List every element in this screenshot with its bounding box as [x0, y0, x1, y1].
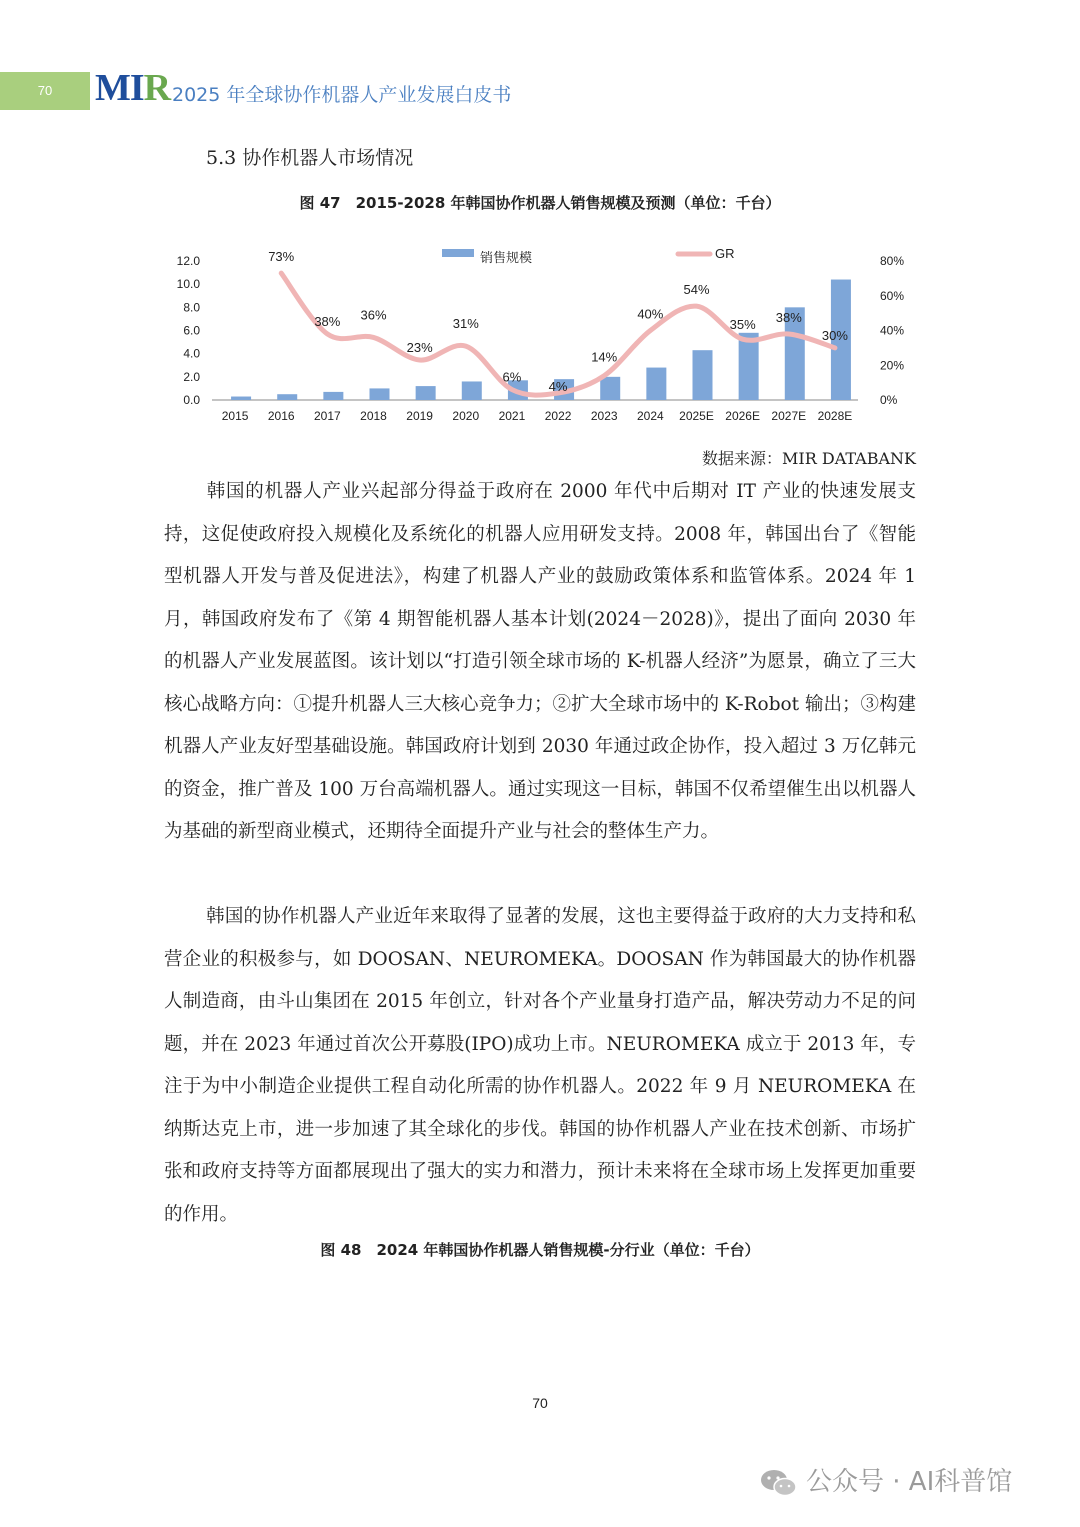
- x-tick-label: 2015: [221, 409, 249, 423]
- gr-data-label: 6%: [502, 369, 522, 385]
- legend-label-bar: 销售规模: [480, 250, 533, 265]
- gr-data-label: 54%: [683, 282, 710, 298]
- gr-data-label: 36%: [360, 307, 387, 323]
- bar-2023: [600, 377, 620, 400]
- footer-page-number: 70: [532, 1395, 548, 1411]
- gr-data-label: 14%: [591, 349, 618, 365]
- y-right-tick-label: 80%: [880, 254, 905, 268]
- gr-data-label: 40%: [637, 306, 664, 322]
- x-tick-label: 2024: [637, 409, 664, 423]
- bar-2025E: [693, 350, 713, 400]
- y-right-tick-label: 0%: [880, 393, 898, 407]
- y-left-tick-label: 8.0: [183, 300, 200, 315]
- x-tick-label: 2021: [498, 409, 526, 423]
- watermark: [760, 1462, 1012, 1502]
- legend-swatch-bar: [442, 249, 474, 257]
- gr-data-label: 38%: [775, 309, 802, 325]
- y-left-tick-label: 12.0: [176, 254, 200, 268]
- x-tick-label: 2027E: [771, 409, 807, 423]
- bar-2026E: [739, 333, 759, 400]
- bar-2018: [370, 388, 390, 400]
- header-page-number: 70: [37, 83, 53, 98]
- bar-2019: [416, 386, 436, 400]
- gr-data-label: 23%: [406, 340, 433, 356]
- data-source-note: 数据来源：MIR DATABANK: [702, 449, 916, 468]
- legend-label-line: GR: [715, 246, 735, 261]
- y-right-tick-label: 60%: [880, 288, 905, 303]
- x-tick-label: 2026E: [725, 409, 760, 423]
- x-tick-label: 2018: [360, 409, 387, 423]
- paragraph-2-text: 韩国的协作机器人产业近年来取得了显著的发展，这也主要得益于政府的大力支持和私营企业的积极参与，如 DOOSAN、NEUROMEKA。DOOSAN 作为韩国最大的协作机器人制造商，由斗山集团在 2015 年创立，针对各个产业量身打造产品，解决劳动力不足的问题，并在 2023 年通过首次公开募股(IPO)成功上市。NEUROMEKA 成立于 2013 年，专注于为中小制造企业提供工程自动化所需的协作机器人。2022 年 9 月 NEUROMEKA 在纳斯达克上市，进一步加速了其全球化的步伐。韩国的协作机器人产业在技术创新、市场扩张和政府支持等方面都展现出了强大的实力和潜力，预计未来将在全球市场上发挥更加重要的作用。: [164, 906, 916, 1225]
- bar-2020: [462, 381, 482, 400]
- gr-data-label: 38%: [314, 313, 341, 329]
- y-left-tick-label: 4.0: [183, 346, 200, 361]
- x-tick-label: 2022: [544, 409, 572, 423]
- bar-2015: [231, 397, 251, 400]
- x-tick-label: 2025E: [679, 409, 714, 423]
- y-left-tick-label: 2.0: [183, 369, 200, 384]
- bar-2017: [323, 392, 343, 400]
- x-tick-label: 2017: [314, 409, 341, 423]
- y-right-tick-label: 20%: [880, 358, 905, 373]
- y-left-tick-label: 0.0: [183, 393, 200, 407]
- gr-data-label: 4%: [548, 379, 568, 395]
- x-tick-label: 2016: [267, 409, 295, 423]
- gr-data-label: 73%: [268, 249, 295, 265]
- bar-2016: [277, 394, 297, 400]
- x-tick-label: 2023: [590, 409, 618, 423]
- gr-data-label: 31%: [452, 316, 479, 332]
- mir-logo: [95, 66, 170, 110]
- body-paragraph-2: [164, 896, 916, 1236]
- gr-data-label: 35%: [729, 317, 756, 333]
- bar-2024: [646, 368, 666, 400]
- y-left-tick-label: 6.0: [183, 323, 200, 338]
- figure47-caption: 图 47 2015-2028 年韩国协作机器人销售规模及预测（单位：千台）: [299, 194, 781, 212]
- x-tick-label: 2019: [406, 409, 433, 423]
- sales-chart: [160, 232, 920, 432]
- watermark-text: 公众号 · AI科普馆: [806, 1467, 1013, 1497]
- body-paragraph-1: [164, 471, 916, 854]
- figure48-caption: 图 48 2024 年韩国协作机器人销售规模-分行业（单位：千台）: [320, 1241, 760, 1259]
- x-tick-label: 2020: [452, 409, 480, 423]
- logo-text-right: R: [143, 67, 171, 109]
- logo-text-left: MI: [95, 67, 144, 109]
- gr-data-label: 30%: [821, 327, 848, 343]
- section-title: 5.3 协作机器人市场情况: [206, 147, 414, 169]
- y-right-tick-label: 40%: [880, 323, 905, 338]
- wechat-icon: [760, 1468, 798, 1498]
- y-left-tick-label: 10.0: [176, 277, 200, 292]
- x-tick-label: 2028E: [817, 409, 853, 423]
- paragraph-1-text: 韩国的机器人产业兴起部分得益于政府在 2000 年代中后期对 IT 产业的快速发展支持，这促使政府投入规模化及系统化的机器人应用研发支持。2008 年，韩国出台了《智能型机器人开发与普及促进法》，构建了机器人产业的鼓励政策体系和监管体系。2024 年 1 月，韩国政府发布了《第 4 期智能机器人基本计划(2024－2028)》，提出了面向 2030 年的机器人产业发展蓝图。该计划以“打造引领全球市场的 K-机器人经济”为愿景，确立了三大核心战略方向：①提升机器人三大核心竞争力；②扩大全球市场中的 K-Robot 输出；③构建机器人产业友好型基础设施。韩国政府计划到 2030 年通过政企协作，投入超过 3 万亿韩元的资金，推广普及 100 万台高端机器人。通过实现这一目标，韩国不仅希望催生出以机器人为基础的新型商业模式，还期待全面提升产业与社会的整体生产力。: [164, 481, 916, 842]
- header-title: 2025 年全球协作机器人产业发展白皮书: [172, 84, 512, 106]
